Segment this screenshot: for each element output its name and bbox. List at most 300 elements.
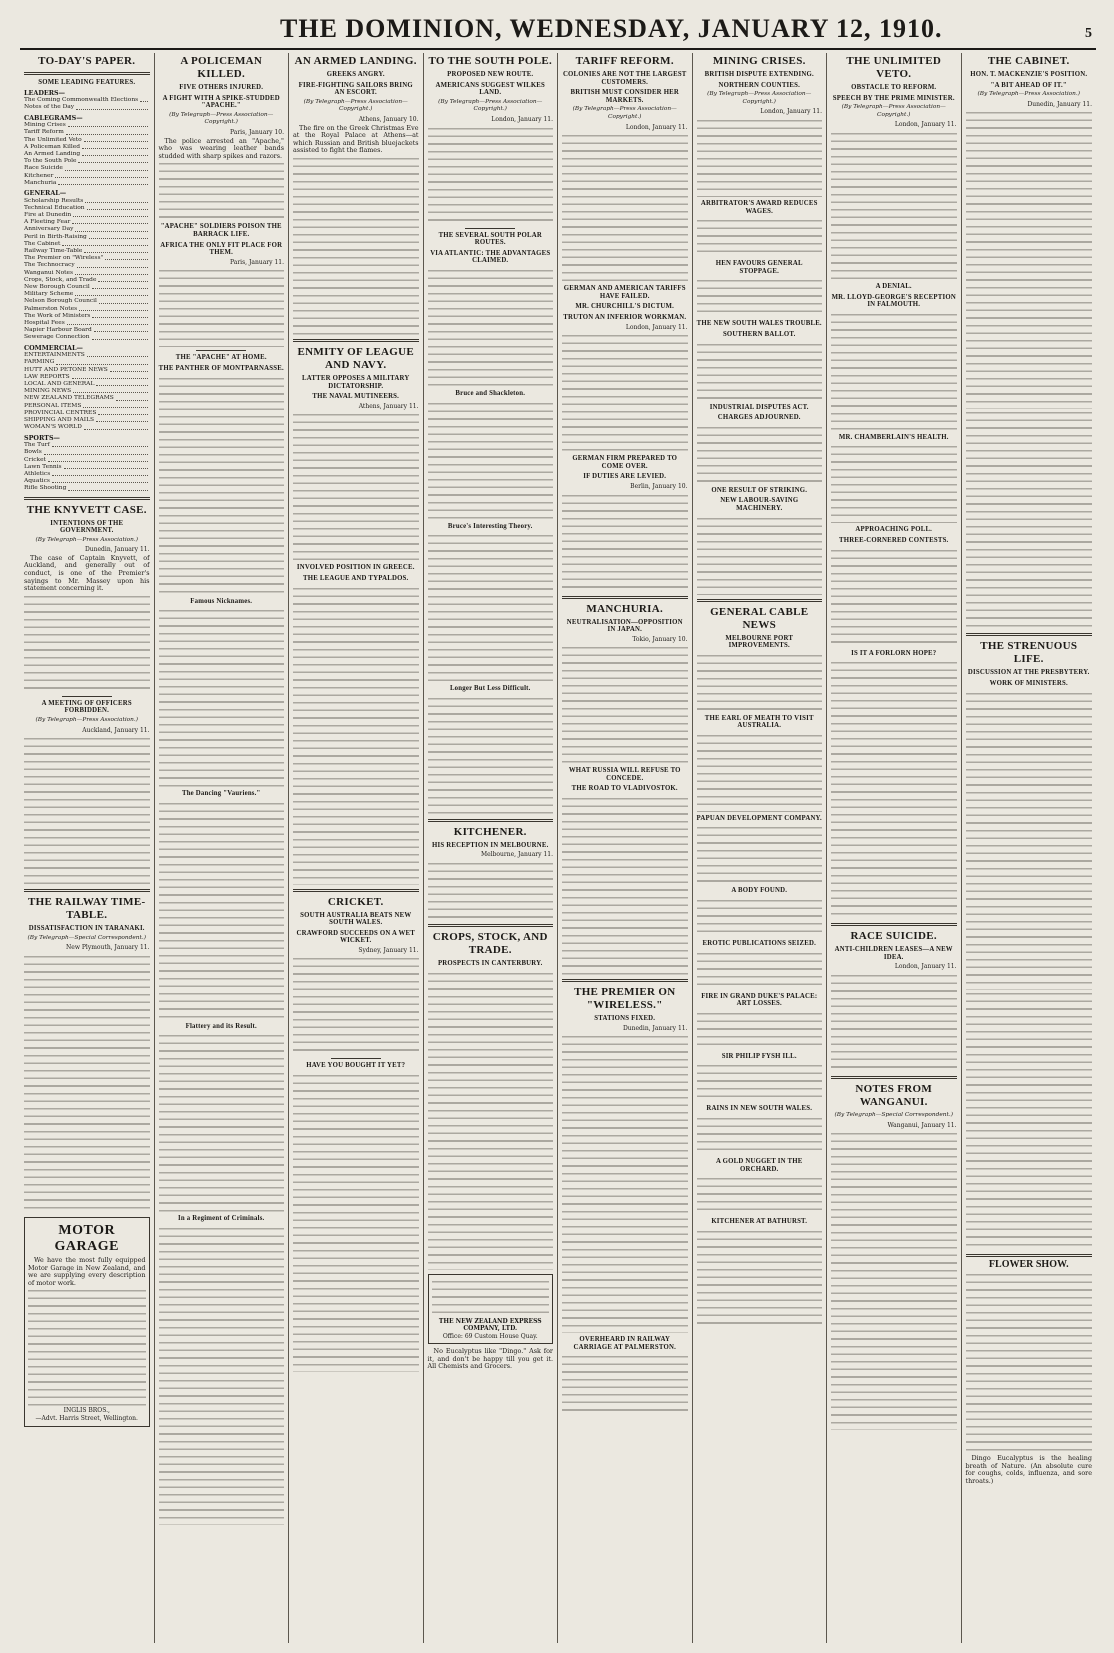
- subheading: THE ROAD TO VLADIVOSTOK.: [571, 785, 678, 793]
- index-item-label: HUTT AND PETONE NEWS: [24, 366, 108, 373]
- index-item: [24, 226, 150, 233]
- dateline: London, January 11.: [491, 115, 553, 123]
- index-item: [24, 374, 150, 381]
- dateline: Berlin, January 10.: [630, 482, 688, 490]
- index-leader-dots: [96, 417, 147, 422]
- index-item-label: MINING NEWS: [24, 388, 72, 395]
- index-item-label: Kitchener: [24, 172, 54, 179]
- index-item-label: To the South Pole: [24, 158, 77, 165]
- garage-ad-name: INGLIS BROS.,: [63, 1407, 110, 1415]
- dateline: Dunedin, January 11.: [1027, 100, 1092, 108]
- subheading: NEUTRALISATION—OPPOSITION IN JAPAN.: [566, 618, 683, 634]
- dateline: Athens, January 10.: [358, 115, 419, 123]
- feature-index: [24, 90, 150, 493]
- index-item: [24, 165, 150, 172]
- index-item-label: Rifle Shooting: [24, 485, 67, 492]
- railway-subheading: DISSATISFACTION IN TARANAKI.: [28, 925, 145, 933]
- index-item-label: Anniversary Day: [24, 226, 74, 233]
- index-item: [24, 284, 150, 291]
- article-text: [562, 644, 688, 764]
- subheading: The Dancing "Vauriens.": [181, 790, 261, 798]
- article-text: [697, 732, 823, 812]
- subheading: A BODY FOUND.: [731, 887, 788, 895]
- index-item-label: The Technocracy: [24, 262, 75, 269]
- flower-show-heading: FLOWER SHOW.: [988, 1258, 1069, 1270]
- index-leader-dots: [92, 313, 147, 318]
- index-item-label: Tariff Reform: [24, 129, 64, 136]
- index-leader-dots: [89, 234, 148, 239]
- subheading: ANTI-CHILDREN LEASES—A NEW IDEA.: [834, 946, 953, 961]
- subheading: INVOLVED POSITION IN GREECE.: [296, 564, 415, 572]
- index-item: [24, 219, 150, 226]
- article-text: [966, 1271, 1093, 1451]
- subheading: APPROACHING POLL.: [855, 526, 933, 534]
- subheading: HIS RECEPTION IN MELBOURNE.: [432, 841, 549, 849]
- index-leader-dots: [52, 471, 147, 476]
- article-text: [428, 860, 554, 920]
- mining-crises-heading: MINING CRISES.: [712, 55, 806, 67]
- divider: [24, 497, 150, 500]
- subheading: Bruce's Interesting Theory.: [447, 522, 533, 530]
- subheading: FIVE OTHERS INJURED.: [179, 84, 264, 91]
- garage-text: We have the most fully equipped Motor Garage in New Zealand, and we are supplying every description of motor work.: [28, 1256, 146, 1287]
- index-item: [24, 464, 150, 471]
- article-text: [697, 1115, 823, 1155]
- dateline: Melbourne, January 11.: [480, 851, 553, 859]
- index-leader-dots: [84, 424, 148, 429]
- index-item-label: Notes of the Day: [24, 104, 75, 111]
- column-3: [289, 53, 424, 1643]
- index-item: [24, 205, 150, 212]
- divider: [831, 923, 957, 926]
- index-item: [24, 270, 150, 277]
- subheading: BRITISH DISPUTE EXTENDING.: [704, 71, 814, 78]
- features-heading: SOME LEADING FEATURES.: [38, 79, 136, 86]
- dateline: Dunedin, January 11.: [622, 1024, 688, 1032]
- index-leader-dots: [110, 367, 148, 372]
- index-item: [24, 248, 150, 255]
- divider: [966, 1254, 1093, 1257]
- index-item-label: WOMAN'S WORLD: [24, 424, 82, 431]
- index-item-label: Scholarship Results: [24, 197, 84, 204]
- divider: [831, 1076, 957, 1079]
- article-text: [159, 1225, 285, 1525]
- subheading: PROPOSED NEW ROUTE.: [447, 71, 534, 78]
- index-item: [24, 334, 150, 341]
- subheading: AFRICA THE ONLY FIT PLACE FOR THEM.: [160, 241, 283, 257]
- subheading: TRUTON AN INFERIOR WORKMAN.: [563, 313, 687, 321]
- credit-line: (By Telegraph—Press Association.): [977, 91, 1081, 98]
- index-item: [24, 97, 150, 104]
- index-item: [24, 381, 150, 388]
- dateline: London, January 11.: [625, 123, 688, 131]
- article-text: [562, 332, 688, 452]
- index-section-heading: LEADERS—: [24, 88, 66, 97]
- crops-heading: CROPS, STOCK, AND TRADE.: [432, 930, 548, 956]
- masthead: [20, 14, 1096, 50]
- article-text: [562, 492, 688, 592]
- subheading: Bruce and Shackleton.: [455, 389, 526, 397]
- subheading: FIRE IN GRAND DUKE'S PALACE: ART LOSSES.: [701, 992, 818, 1008]
- advert-text: [28, 1287, 146, 1407]
- advert-text: [432, 1278, 550, 1318]
- index-item-label: Nelson Borough Council: [24, 298, 97, 305]
- express-company-name: THE NEW ZEALAND EXPRESS COMPANY, LTD.: [438, 1317, 542, 1333]
- railway-place: New Plymouth, January 11.: [66, 944, 150, 952]
- index-leader-dots: [79, 306, 147, 311]
- subheading: LATTER OPPOSES A MILITARY DICTATORSHIP.: [302, 374, 410, 390]
- meeting-heading: A MEETING OF OFFICERS FORBIDDEN.: [41, 699, 132, 715]
- index-section-heading: GENERAL—: [24, 189, 67, 198]
- subheading: WORK OF MINISTERS.: [989, 679, 1068, 687]
- index-item-label: Technical Education: [24, 204, 85, 211]
- article-text: [697, 652, 823, 712]
- divider: [293, 889, 419, 892]
- enmity-heading: ENMITY OF LEAGUE AND NAVY.: [297, 345, 414, 371]
- index-item: [24, 137, 150, 144]
- subheading: GERMAN FIRM PREPARED TO COME OVER.: [572, 455, 678, 470]
- dingo-advert: No Eucalyptus like "Dingo." Ask for it, and don't be happy till you get it. All Chemists and Grocers.: [427, 1347, 553, 1371]
- index-leader-dots: [98, 410, 147, 415]
- subheading: SOUTHERN BALLOT.: [722, 330, 796, 338]
- index-leader-dots: [75, 270, 147, 275]
- dateline: Tokio, January 10.: [632, 635, 688, 643]
- dateline: Paris, January 11.: [229, 258, 284, 266]
- page-number: 5: [1085, 26, 1092, 41]
- subheading: IS IT A FORLORN HOPE?: [851, 649, 937, 657]
- subheading: "A BIT AHEAD OF IT.": [990, 81, 1067, 89]
- article-text: [428, 970, 554, 1270]
- index-item: [24, 262, 150, 269]
- index-item-label: The Premier on "Wireless": [24, 255, 104, 262]
- subheading: INDUSTRIAL DISPUTES ACT.: [709, 403, 809, 411]
- index-item-label: The Unlimited Veto: [24, 136, 82, 143]
- subheading: FIRE-FIGHTING SAILORS BRING AN ESCORT.: [298, 81, 413, 97]
- subheading: THE NEW SOUTH WALES TROUBLE.: [696, 320, 822, 328]
- subheading: THE SEVERAL SOUTH POLAR ROUTES.: [438, 231, 542, 247]
- divider: [24, 72, 150, 75]
- index-item-label: Wanganui Notes: [24, 269, 74, 276]
- index-item: [24, 180, 150, 187]
- express-company-advert: [428, 1274, 554, 1345]
- subheading: HON. T. MACKENZIE'S POSITION.: [970, 71, 1088, 78]
- index-leader-dots: [83, 403, 147, 408]
- lead-paragraph: The police arrested an "Apache," who was wearing leather bands studded with sharp spikes and razors.: [158, 136, 284, 160]
- subheading: SIR PHILIP FYSH ILL.: [721, 1052, 797, 1060]
- index-leader-dots: [84, 248, 147, 253]
- article-text: [428, 267, 554, 387]
- credit-line: (By Telegraph—Press Association—Copyright.): [841, 104, 946, 118]
- subheading: In a Regiment of Criminals.: [178, 1215, 265, 1223]
- index-leader-dots: [77, 262, 148, 267]
- column-6: [693, 53, 828, 1643]
- subheading: SPEECH BY THE PRIME MINISTER.: [832, 94, 955, 102]
- subheading: EROTIC PUBLICATIONS SEIZED.: [702, 940, 816, 948]
- index-item-label: ENTERTAINMENTS: [24, 352, 85, 359]
- index-leader-dots: [76, 104, 147, 109]
- index-leader-dots: [75, 291, 147, 296]
- article-text: [24, 735, 150, 885]
- subheading: THE "APACHE" AT HOME.: [175, 354, 267, 362]
- subheading: DISCUSSION AT THE PRESBYTERY.: [967, 669, 1090, 677]
- subheading: AMERICANS SUGGEST WILKES LAND.: [435, 81, 546, 97]
- index-item: [24, 327, 150, 334]
- index-item-label: SHIPPING AND MAILS: [24, 417, 95, 424]
- article-text: [831, 1130, 957, 1430]
- wanganui-heading: NOTES FROM WANGANUI.: [855, 1082, 933, 1108]
- knyvett-credit: (By Telegraph—Press Association.): [35, 536, 139, 543]
- subheading: THREE-CORNERED CONTESTS.: [839, 536, 949, 544]
- subheading: PAPUAN DEVELOPMENT COMPANY.: [696, 814, 822, 822]
- subheading: A FIGHT WITH A SPIKE-STUDDED "APACHE.": [162, 94, 280, 110]
- subheading: THE NAVAL MUTINEERS.: [312, 393, 400, 401]
- divider: [428, 924, 554, 927]
- index-section-heading: CABLEGRAMS—: [24, 113, 83, 122]
- index-leader-dots: [55, 173, 147, 178]
- credit-line: (By Telegraph—Press Association—Copyright.): [707, 91, 812, 105]
- index-item-label: A Fleeting Fear: [24, 219, 71, 226]
- index-item: [24, 471, 150, 478]
- subheading: IF DUTIES ARE LEVIED.: [583, 473, 667, 481]
- article-text: [966, 109, 1093, 409]
- policeman-heading: A POLICEMAN KILLED.: [180, 55, 263, 80]
- index-item: [24, 129, 150, 136]
- subheading: MELBOURNE PORT IMPROVEMENTS.: [725, 634, 794, 650]
- cabinet-heading: THE CABINET.: [987, 55, 1070, 67]
- divider: [331, 1058, 381, 1059]
- subheading: BRITISH MUST CONSIDER HER MARKETS.: [570, 89, 680, 104]
- subheading: ONE RESULT OF STRIKING.: [711, 486, 808, 494]
- cricket-heading: CRICKET.: [327, 895, 384, 908]
- credit-line: (By Telegraph—Press Association—Copyright.): [572, 106, 677, 120]
- index-item-label: The Work of Ministers: [24, 312, 91, 319]
- subheading: A DENIAL.: [875, 282, 912, 290]
- divider: [966, 633, 1093, 636]
- subheading: HAVE YOU BOUGHT IT YET?: [306, 1062, 406, 1070]
- credit-line: (By Telegraph—Press Association—Copyright.): [169, 111, 274, 126]
- index-leader-dots: [85, 198, 147, 203]
- index-leader-dots: [68, 122, 148, 127]
- subheading: CRAWFORD SUCCEEDS ON A WET WICKET.: [296, 929, 415, 945]
- article-text: [697, 897, 823, 937]
- article-text: [966, 690, 1093, 990]
- subheading: NORTHERN COUNTIES.: [718, 81, 801, 89]
- subheading: THE LEAGUE AND TYPALDOS.: [303, 574, 409, 582]
- subheading: STATIONS FIXED.: [594, 1015, 656, 1023]
- index-item: [24, 449, 150, 456]
- article-text: [831, 130, 957, 280]
- index-leader-dots: [68, 485, 147, 490]
- article-text: [159, 375, 285, 595]
- divider: [293, 339, 419, 342]
- article-text: [697, 424, 823, 484]
- index-item-label: The Coming Commonwealth Elections: [24, 97, 139, 104]
- article-text: [562, 1353, 688, 1413]
- article-text: [966, 990, 1093, 1250]
- article-text: [562, 795, 688, 975]
- dateline: Athens, January 11.: [358, 402, 419, 410]
- article-text: [159, 1032, 285, 1212]
- index-leader-dots: [116, 395, 148, 400]
- index-item-label: Fire at Dunedin: [24, 212, 72, 219]
- railway-heading: THE RAILWAY TIME-TABLE.: [28, 896, 146, 922]
- unlimited-veto-heading: THE UNLIMITED VETO.: [846, 55, 942, 80]
- divider: [428, 819, 554, 822]
- index-leader-dots: [98, 277, 147, 282]
- index-leader-dots: [56, 359, 147, 364]
- article-text: [562, 132, 688, 282]
- south-pole-heading: TO THE SOUTH POLE.: [428, 55, 553, 67]
- subheading: RAINS IN NEW SOUTH WALES.: [706, 1105, 813, 1113]
- article-text: [697, 1228, 823, 1328]
- article-text: [697, 950, 823, 990]
- index-item: [24, 442, 150, 449]
- article-text: [831, 547, 957, 647]
- index-item-label: Bowls: [24, 449, 42, 456]
- dateline: London, January 11.: [894, 963, 957, 971]
- index-leader-dots: [72, 219, 147, 224]
- index-item: [24, 352, 150, 359]
- index-item: [24, 144, 150, 151]
- index-item: [24, 410, 150, 417]
- subheading: WHAT RUSSIA WILL REFUSE TO CONCEDE.: [568, 767, 681, 782]
- index-item: [24, 241, 150, 248]
- index-leader-dots: [78, 158, 147, 163]
- masthead-title: THE DOMINION, WEDNESDAY, JANUARY 12, 1910.: [280, 14, 943, 43]
- article-text: [293, 155, 419, 335]
- index-item-label: New Borough Council: [24, 284, 90, 291]
- subheading: MR. CHAMBERLAIN'S HEALTH.: [838, 433, 949, 441]
- index-item: [24, 424, 150, 431]
- knyvett-place: Dunedin, January 11.: [84, 546, 150, 554]
- index-section-heading: COMMERCIAL—: [24, 343, 83, 352]
- armed-landing-heading: AN ARMED LANDING.: [294, 55, 417, 67]
- kitchener-heading: KITCHENER.: [453, 825, 527, 838]
- index-item-label: Cricket: [24, 456, 46, 463]
- tariff-reform-heading: TARIFF REFORM.: [575, 55, 674, 67]
- index-item-label: NEW ZEALAND TELEGRAMS: [24, 395, 114, 402]
- index-item: [24, 478, 150, 485]
- railway-credit: (By Telegraph—Special Correspondent.): [27, 934, 146, 941]
- index-item-label: Race Suicide: [24, 165, 63, 172]
- premier-wireless-heading: THE PREMIER ON "WIRELESS.": [574, 986, 676, 1012]
- index-item-label: Athletics: [24, 470, 51, 477]
- index-leader-dots: [58, 180, 147, 185]
- subheading: "APACHE" SOLDIERS POISON THE BARRACK LIFE.: [160, 223, 282, 238]
- subheading: OBSTACLE TO REFORM.: [851, 84, 937, 91]
- index-item: [24, 320, 150, 327]
- article-text: [293, 585, 419, 885]
- dingo-tail-advert: Dingo Eucalyptus is the healing breath of Nature. (An absolute cure for coughs, colds, influenza, and sore throats.): [965, 1454, 1092, 1485]
- index-item: [24, 313, 150, 320]
- index-item: [24, 359, 150, 366]
- index-item-label: Mining Crises: [24, 122, 66, 129]
- index-item: [24, 151, 150, 158]
- index-item-label: Palmerston Notes: [24, 305, 78, 312]
- subheading: THE EARL OF MEATH TO VISIT AUSTRALIA.: [704, 714, 814, 730]
- index-item: [24, 457, 150, 464]
- index-item-label: Peril in Birth-Raising: [24, 233, 87, 240]
- subheading: COLONIES ARE NOT THE LARGEST CUSTOMERS.: [562, 71, 687, 86]
- index-item-label: PROVINCIAL CENTRES: [24, 409, 97, 416]
- meeting-credit: (By Telegraph—Press Association.): [35, 717, 139, 724]
- index-item: [24, 104, 150, 111]
- index-section-heading: SPORTS—: [24, 433, 60, 442]
- index-leader-dots: [64, 464, 148, 469]
- divider: [196, 350, 246, 351]
- index-leader-dots: [73, 212, 147, 217]
- article-text: [831, 659, 957, 919]
- dateline: Wanganui, January 11.: [887, 1121, 957, 1129]
- column-5: [558, 53, 693, 1643]
- strenuous-life-heading: THE STRENUOUS LIFE.: [980, 640, 1078, 666]
- article-text: [159, 607, 285, 787]
- divider: [24, 889, 150, 892]
- article-text: [697, 824, 823, 884]
- dateline: London, January 11.: [625, 323, 688, 331]
- index-leader-dots: [140, 97, 147, 102]
- meeting-place: Auckland, January 11.: [82, 726, 150, 734]
- index-leader-dots: [92, 334, 148, 339]
- index-item-label: The Turf: [24, 442, 50, 449]
- article-text: [697, 277, 823, 317]
- index-item: [24, 395, 150, 402]
- knyvett-heading: THE KNYVETT CASE.: [26, 503, 147, 516]
- divider: [562, 596, 688, 599]
- index-item-label: An Armed Landing: [24, 151, 81, 157]
- knyvett-text: The case of Captain Knyvett, of Auckland, and generally out of conduct, is one of the Premier's sayings to Mr. Massey upon his statement concerning it.: [24, 553, 150, 593]
- index-item: [24, 122, 150, 129]
- column-7: [827, 53, 962, 1643]
- dateline: Sydney, January 11.: [358, 946, 419, 954]
- index-leader-dots: [82, 151, 147, 156]
- index-item: [24, 198, 150, 205]
- subheading: ARBITRATOR'S AWARD REDUCES WAGES.: [700, 199, 818, 215]
- index-item-label: Aquatics: [24, 478, 50, 485]
- index-item-label: Hospital Fees: [24, 320, 65, 327]
- article-text: [428, 695, 554, 815]
- lead-paragraph: The fire on the Greek Christmas Eve at the Royal Palace at Athens—at which Russian and British bluejackets assisted to fight the flames.: [293, 123, 419, 155]
- credit-line: (By Telegraph—Special Correspondent.): [834, 1111, 953, 1118]
- subheading: MR. CHURCHILL'S DICTUM.: [575, 303, 675, 311]
- index-item-label: LAW REPORTS: [24, 373, 70, 380]
- subheading: Flattery and its Result.: [185, 1022, 257, 1030]
- index-item-label: PERSONAL ITEMS: [24, 402, 82, 409]
- article-text: [24, 593, 150, 693]
- subheading: KITCHENER AT BATHURST.: [711, 1218, 808, 1226]
- column-8: [962, 53, 1097, 1643]
- article-text: [697, 1010, 823, 1050]
- index-leader-dots: [105, 255, 147, 260]
- index-leader-dots: [44, 449, 148, 454]
- index-item-label: Railway Time-Table: [24, 248, 83, 255]
- index-leader-dots: [67, 320, 148, 325]
- index-leader-dots: [72, 374, 148, 379]
- index-item-label: LOCAL AND GENERAL: [24, 381, 95, 388]
- index-leader-dots: [96, 381, 147, 386]
- subheading: Longer But Less Difficult.: [449, 685, 531, 693]
- subheading: GERMAN AND AMERICAN TARIFFS HAVE FAILED.: [563, 285, 686, 300]
- index-item: [24, 158, 150, 165]
- article-text: [697, 117, 823, 197]
- article-text: [697, 1175, 823, 1215]
- article-text: [293, 1072, 419, 1372]
- index-leader-dots: [62, 241, 147, 246]
- motor-garage-advert: [24, 1217, 150, 1427]
- article-text: [697, 341, 823, 401]
- general-cable-news-heading: GENERAL CABLE NEWS: [710, 605, 809, 631]
- subheading: Famous Nicknames.: [190, 597, 253, 605]
